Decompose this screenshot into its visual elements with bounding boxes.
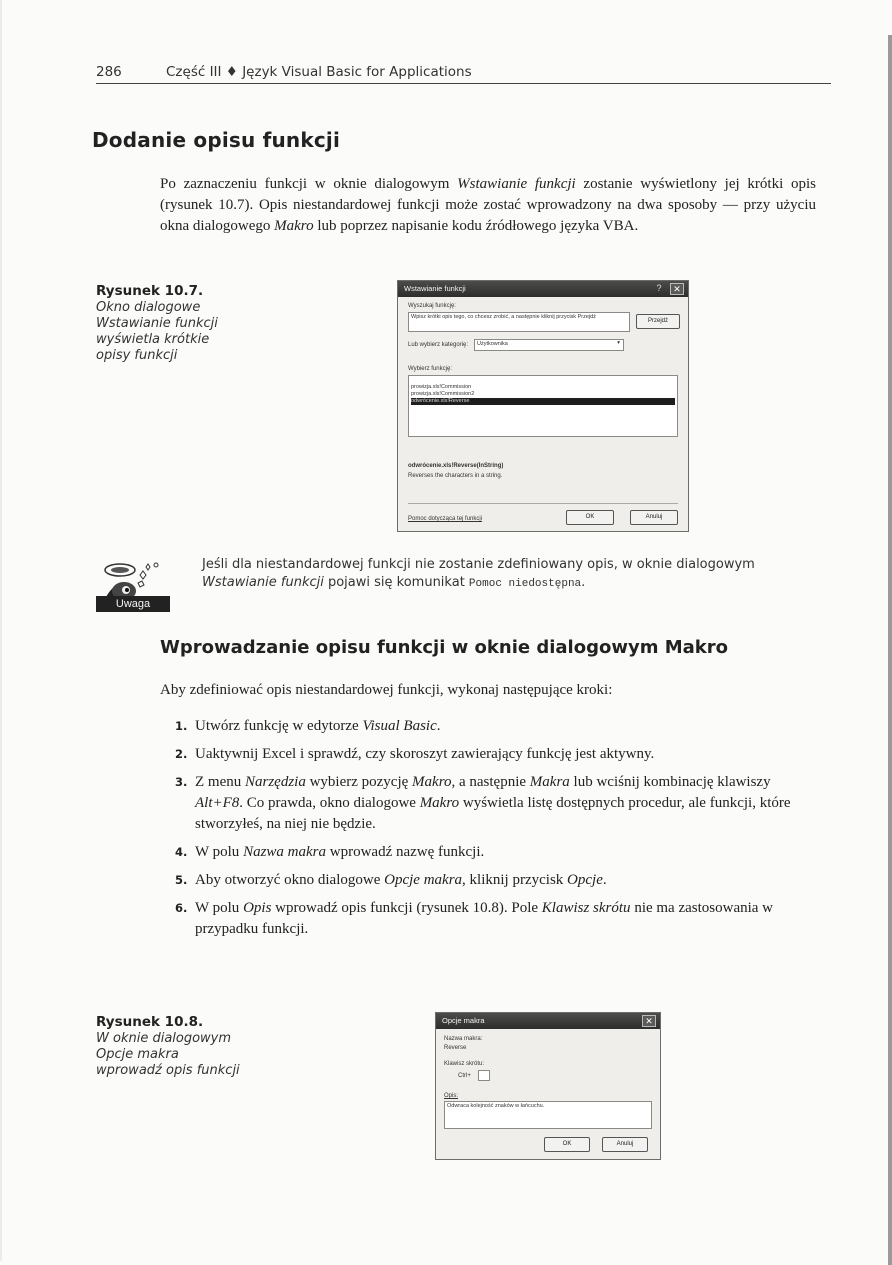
go-button[interactable]: Przejdź	[636, 314, 680, 329]
dialog-title: Opcje makra	[442, 1016, 485, 1025]
running-head-title: Część III ♦ Język Visual Basic for Applications	[166, 64, 472, 80]
search-function-input[interactable]: Wpisz krótki opis tego, co chcesz zrobić, a następnie kliknij przycisk Przejdź	[408, 312, 630, 332]
step-text: Utwórz funkcję w edytorze	[195, 718, 363, 734]
steps-list	[175, 716, 815, 947]
macro-name-label: Nazwa makra:	[444, 1036, 483, 1042]
step-text: . Co prawda, okno dialogowe	[239, 795, 420, 811]
dialog-separator	[408, 503, 678, 504]
section-heading: Dodanie opisu funkcji	[92, 128, 341, 152]
step-item	[175, 744, 815, 765]
select-function-label: Wybierz funkcję:	[408, 366, 452, 372]
description-input[interactable]: Odwraca kolejność znaków w łańcuchu.	[444, 1101, 652, 1129]
step-italic: Makra	[529, 774, 570, 790]
subsection-heading: Wprowadzanie opisu funkcji w oknie dialogowym Makro	[160, 637, 728, 658]
step-number: 4.	[175, 845, 188, 859]
macro-options-dialog	[435, 1012, 661, 1160]
ok-button[interactable]: OK	[544, 1137, 590, 1152]
step-italic: Makro	[412, 774, 452, 790]
step-text: , a następnie	[451, 774, 530, 790]
step-italic: Opcje	[567, 872, 603, 888]
insert-function-dialog	[397, 280, 689, 532]
chevron-down-icon: ▾	[617, 340, 620, 346]
intro-text-3: lub poprzez napisanie kodu źródłowego języka VBA.	[313, 218, 639, 234]
caption-line: opisy funkcji	[96, 348, 178, 363]
step-text: Aby otworzyć okno dialogowe	[195, 872, 385, 888]
caption-line: Wstawianie funkcji	[96, 316, 218, 331]
running-head	[96, 62, 831, 84]
step-text: Uaktywnij Excel i sprawdź, czy skoroszyt zawierający funkcję jest aktywny.	[195, 746, 655, 762]
ok-button[interactable]: OK	[566, 510, 614, 525]
step-text: lub wciśnij kombinację klawiszy	[569, 774, 771, 790]
caption-line: Okno dialogowe	[96, 300, 201, 315]
note-text	[202, 556, 822, 593]
help-link[interactable]: Pomoc dotycząca tej funkcji	[408, 516, 483, 522]
note-italic-1: Wstawianie funkcji	[202, 575, 324, 590]
intro-italic-2: Makro	[274, 218, 314, 234]
scan-edge-right	[888, 35, 892, 1265]
ctrl-label: Ctrl+	[458, 1073, 471, 1079]
step-text: .	[602, 872, 607, 888]
page-number: 286	[96, 64, 122, 80]
intro-paragraph	[160, 174, 816, 237]
intro-italic-1: Wstawianie funkcji	[457, 176, 576, 192]
step-text: wprowadź opis funkcji (rysunek 10.8). Pole	[271, 900, 542, 916]
step-number: 3.	[175, 775, 188, 789]
note-code: Pomoc niedostępna	[468, 578, 582, 590]
step-text: nie ma zastosowania w przypadku funkcji.	[195, 900, 774, 937]
step-item	[175, 716, 815, 737]
step-item	[175, 772, 815, 835]
dialog-title-bar	[398, 281, 688, 297]
note-text-2: pojawi się komunikat	[323, 575, 469, 590]
scan-edge-left	[0, 0, 2, 1261]
step-item	[175, 870, 815, 891]
figure-label: Rysunek 10.7.	[96, 283, 204, 299]
step-text: , kliknij przycisk	[462, 872, 568, 888]
function-list[interactable]	[408, 375, 678, 437]
help-icon[interactable]: ?	[656, 283, 662, 293]
category-value: Użytkownika	[477, 341, 508, 347]
step-text: Z menu	[195, 774, 245, 790]
description-label: Opis:	[444, 1093, 459, 1099]
step-text: W polu	[195, 900, 244, 916]
steps-intro: Aby zdefiniować opis niestandardowej funkcji, wykonaj następujące kroki:	[160, 682, 613, 698]
step-italic: Opcje makra	[384, 872, 463, 888]
caption-line: wprowadź opis funkcji	[96, 1063, 240, 1078]
step-italic: Opis	[243, 900, 272, 916]
cancel-button[interactable]: Anuluj	[630, 510, 678, 525]
function-list-item-selected[interactable]: odwrócenie.xls!Reverse	[411, 398, 675, 405]
cancel-button[interactable]: Anuluj	[602, 1137, 648, 1152]
intro-text-2: zostanie wyświetlony jej krótki opis (rysunek 10.7). Opis niestandardowej funkcji może zostać wprowadzony na dwa sposoby — przy użyciu okna dialogowego	[160, 176, 816, 234]
function-list-item[interactable]: prowizja.xls!Commission	[411, 384, 472, 390]
step-text: wyświetla listę dostępnych procedur, ale funkcji, które stworzyłeś, na niej nie będzie.	[195, 795, 791, 832]
step-italic: Alt+F8	[195, 795, 240, 811]
figure-label: Rysunek 10.8.	[96, 1014, 204, 1030]
step-italic: Makro	[419, 795, 460, 811]
function-list-item[interactable]: prowizja.xls!Commission2	[411, 391, 475, 397]
step-italic: Nazwa makra	[243, 844, 326, 860]
function-description: Reverses the characters in a string.	[408, 473, 503, 479]
caption-line: wyświetla krótkie	[96, 332, 210, 347]
step-italic: Visual Basic	[362, 718, 437, 734]
shortcut-label: Klawisz skrótu:	[444, 1061, 485, 1067]
note-text-1: Jeśli dla niestandardowej funkcji nie zostanie zdefiniowany opis, w oknie dialogowym	[202, 557, 755, 572]
figure-10-8-caption	[96, 1014, 296, 1079]
step-item	[175, 842, 815, 863]
search-function-label: Wyszukaj funkcję:	[408, 303, 456, 309]
step-italic: Klawisz skrótu	[541, 900, 631, 916]
dialog-title: Wstawianie funkcji	[404, 284, 466, 293]
step-number: 6.	[175, 901, 188, 915]
step-italic: Narzędzia	[245, 774, 306, 790]
step-text: wybierz pozycję	[305, 774, 413, 790]
step-item	[175, 898, 815, 940]
figure-10-7-caption	[96, 283, 266, 364]
category-label: Lub wybierz kategorię:	[408, 342, 469, 348]
note-text-3: .	[581, 575, 586, 590]
close-icon[interactable]: ✕	[642, 1015, 656, 1027]
step-number: 5.	[175, 873, 188, 887]
step-number: 1.	[175, 719, 188, 733]
caption-line: W oknie dialogowym	[96, 1031, 232, 1046]
intro-text-1: Po zaznaczeniu funkcji w oknie dialogowym	[160, 176, 458, 192]
macro-name-value: Reverse	[444, 1045, 467, 1051]
note-badge: Uwaga	[96, 596, 170, 612]
function-signature: odwrócenie.xls!Reverse(InString)	[408, 463, 504, 469]
step-text: wprowadź nazwę funkcji.	[326, 844, 485, 860]
category-select[interactable]	[474, 339, 624, 351]
caption-line: Opcje makra	[96, 1047, 179, 1062]
step-number: 2.	[175, 747, 188, 761]
step-text: .	[436, 718, 441, 734]
shortcut-key-input[interactable]	[478, 1070, 490, 1081]
close-icon[interactable]: ✕	[670, 283, 684, 295]
header-rule	[96, 83, 831, 84]
dialog-title-bar	[436, 1013, 660, 1029]
step-text: W polu	[195, 844, 244, 860]
